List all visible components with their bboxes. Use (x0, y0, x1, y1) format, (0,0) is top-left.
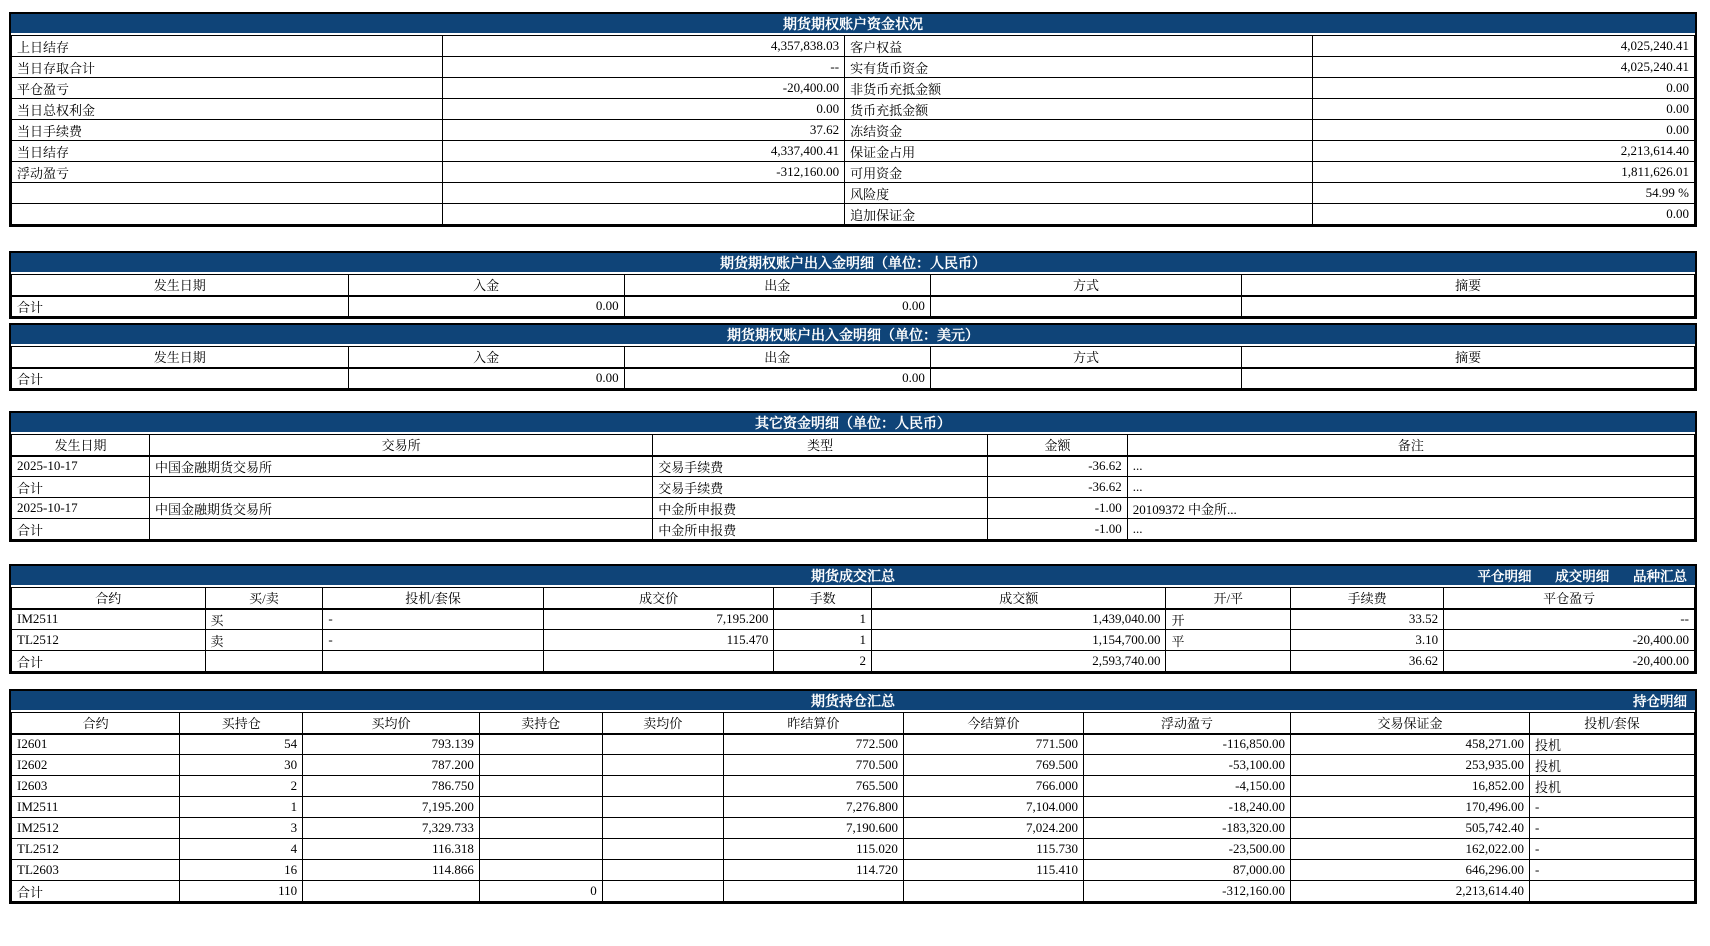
cell-spec-hedge: - (1530, 839, 1695, 860)
trade-summary-header-row (12, 588, 1695, 609)
cell-close-pl: -20,400.00 (1444, 630, 1695, 651)
col-header-buysell: 买/卖 (205, 588, 323, 609)
cell-short-position (479, 734, 602, 755)
position-summary-row (12, 818, 1695, 839)
cell-fee: 33.52 (1291, 609, 1444, 630)
cell-spec-hedge: - (323, 630, 543, 651)
cell-openclose (1166, 651, 1291, 672)
cell-float-pl: -23,500.00 (1084, 839, 1291, 860)
fund-value-left: 37.62 (442, 120, 844, 141)
cell-spec-hedge: - (1530, 818, 1695, 839)
col-header-fee: 手续费 (1291, 588, 1444, 609)
cell-prev-settle: 770.500 (723, 755, 903, 776)
cell-prev-settle: 7,276.800 (723, 797, 903, 818)
position-summary-row (12, 755, 1695, 776)
trade-summary-links (1457, 566, 1687, 587)
cell-long-position: 2 (180, 776, 303, 797)
transfer-cny-header-row (12, 275, 1695, 296)
trade-summary-section (9, 564, 1697, 674)
col-header-margin: 交易保证金 (1291, 713, 1530, 734)
fund-status-title: 期货期权账户资金状况 (783, 16, 923, 32)
col-header-close-pl: 平仓盈亏 (1444, 588, 1695, 609)
cell-close-pl: -20,400.00 (1444, 651, 1695, 672)
cell-margin: 170,496.00 (1291, 797, 1530, 818)
cell-withdraw: 0.00 (624, 296, 930, 317)
cell-type: 中金所申报费 (653, 519, 988, 540)
transfer-usd-header-row (12, 347, 1695, 368)
cell-long-avg-price: 116.318 (303, 839, 480, 860)
cell-method (930, 368, 1241, 389)
cell-date: 合计 (12, 477, 150, 498)
close-position-detail-link[interactable]: 平仓明细 (1477, 569, 1532, 584)
cell-price (543, 651, 774, 672)
cell-contract: IM2511 (12, 797, 180, 818)
col-header-exchange: 交易所 (150, 435, 653, 456)
other-funds-header-row (12, 435, 1695, 456)
cell-contract: IM2511 (12, 609, 206, 630)
fund-label-left: 当日存取合计 (12, 57, 443, 78)
fund-label-left (12, 204, 443, 225)
fund-status-row (12, 78, 1695, 99)
cell-float-pl: 87,000.00 (1084, 860, 1291, 881)
cell-spec-hedge: 投机 (1530, 734, 1695, 755)
position-summary-title-bar (11, 691, 1695, 712)
cell-openclose: 平 (1166, 630, 1291, 651)
cell-long-avg-price (303, 881, 480, 902)
fund-value-left: 0.00 (442, 99, 844, 120)
other-funds-title-bar (11, 413, 1695, 434)
position-summary-row (12, 860, 1695, 881)
cell-prev-settle: 115.020 (723, 839, 903, 860)
trade-summary-table (11, 587, 1695, 672)
cell-short-avg-price (602, 797, 723, 818)
cell-buysell (205, 651, 323, 672)
transfer-usd-title: 期货期权账户出入金明细（单位：美元） (727, 327, 979, 343)
col-header-short-avg-price: 卖均价 (602, 713, 723, 734)
trade-summary-row (12, 630, 1695, 651)
cell-long-position: 110 (180, 881, 303, 902)
col-header-date: 发生日期 (12, 275, 349, 296)
cell-today-settle: 115.730 (903, 839, 1083, 860)
position-summary-title: 期货持仓汇总 (811, 693, 895, 709)
cell-spec-hedge: - (1530, 860, 1695, 881)
cell-long-avg-price: 7,195.200 (303, 797, 480, 818)
cell-long-position: 4 (180, 839, 303, 860)
fund-status-row (12, 162, 1695, 183)
col-header-prev-settle: 昨结算价 (723, 713, 903, 734)
cell-type: 交易手续费 (653, 456, 988, 477)
other-funds-table (11, 434, 1695, 540)
fund-label-right: 风险度 (845, 183, 1313, 204)
cell-lots: 2 (774, 651, 872, 672)
cell-remark: ... (1127, 477, 1694, 498)
cell-margin: 253,935.00 (1291, 755, 1530, 776)
fund-label-left: 上日结存 (12, 36, 443, 57)
transfer-cny-section (9, 251, 1697, 319)
cell-float-pl: -53,100.00 (1084, 755, 1291, 776)
fund-value-right: 0.00 (1312, 99, 1694, 120)
cell-long-position: 54 (180, 734, 303, 755)
cell-float-pl: -116,850.00 (1084, 734, 1291, 755)
cell-deposit: 0.00 (348, 296, 624, 317)
cell-turnover: 1,439,040.00 (871, 609, 1166, 630)
cell-long-position: 1 (180, 797, 303, 818)
cell-short-position: 0 (479, 881, 602, 902)
cell-long-avg-price: 787.200 (303, 755, 480, 776)
cell-turnover: 2,593,740.00 (871, 651, 1166, 672)
cell-fee: 36.62 (1291, 651, 1444, 672)
fund-status-row (12, 183, 1695, 204)
cell-short-avg-price (602, 881, 723, 902)
fund-status-section (9, 12, 1697, 227)
trade-summary-row (12, 609, 1695, 630)
col-header-deposit: 入金 (348, 275, 624, 296)
cell-margin: 458,271.00 (1291, 734, 1530, 755)
col-header-spec-hedge: 投机/套保 (323, 588, 543, 609)
cell-spec-hedge (323, 651, 543, 672)
cell-turnover: 1,154,700.00 (871, 630, 1166, 651)
cell-contract: TL2512 (12, 839, 180, 860)
cell-contract: I2601 (12, 734, 180, 755)
col-header-method: 方式 (930, 275, 1241, 296)
fund-label-right: 可用资金 (845, 162, 1313, 183)
cell-short-avg-price (602, 755, 723, 776)
cell-today-settle: 7,104.000 (903, 797, 1083, 818)
cell-today-settle (903, 881, 1083, 902)
fund-value-left: 4,337,400.41 (442, 141, 844, 162)
fund-status-table (11, 35, 1695, 225)
col-header-turnover: 成交额 (871, 588, 1166, 609)
position-summary-header-row (12, 713, 1695, 734)
fund-label-right: 实有货币资金 (845, 57, 1313, 78)
cell-buysell: 卖 (205, 630, 323, 651)
fund-label-right: 追加保证金 (845, 204, 1313, 225)
cell-margin: 646,296.00 (1291, 860, 1530, 881)
fund-value-left: 4,357,838.03 (442, 36, 844, 57)
col-header-lots: 手数 (774, 588, 872, 609)
col-header-price: 成交价 (543, 588, 774, 609)
fund-label-left (12, 183, 443, 204)
col-header-note: 摘要 (1242, 275, 1695, 296)
col-header-long-avg-price: 买均价 (303, 713, 480, 734)
col-header-withdraw: 出金 (624, 347, 930, 368)
cell-date: 合计 (12, 368, 349, 389)
fund-value-left: -20,400.00 (442, 78, 844, 99)
cell-prev-settle: 114.720 (723, 860, 903, 881)
fund-value-right: 4,025,240.41 (1312, 36, 1694, 57)
cell-contract: 合计 (12, 651, 206, 672)
fund-label-left: 当日总权利金 (12, 99, 443, 120)
cell-today-settle: 115.410 (903, 860, 1083, 881)
cell-exchange (150, 519, 653, 540)
col-header-contract: 合约 (12, 588, 206, 609)
col-header-deposit: 入金 (348, 347, 624, 368)
transfer-row (12, 368, 1695, 389)
cell-contract: I2602 (12, 755, 180, 776)
cell-close-pl: -- (1444, 609, 1695, 630)
cell-type: 交易手续费 (653, 477, 988, 498)
cell-short-avg-price (602, 839, 723, 860)
cell-withdraw: 0.00 (624, 368, 930, 389)
col-header-today-settle: 今结算价 (903, 713, 1083, 734)
cell-today-settle: 771.500 (903, 734, 1083, 755)
col-header-contract: 合约 (12, 713, 180, 734)
transfer-row (12, 296, 1695, 317)
fund-value-right: 4,025,240.41 (1312, 57, 1694, 78)
cell-prev-settle (723, 881, 903, 902)
fund-label-left: 当日手续费 (12, 120, 443, 141)
cell-long-avg-price: 114.866 (303, 860, 480, 881)
fund-label-left: 平仓盈亏 (12, 78, 443, 99)
col-header-short-position: 卖持仓 (479, 713, 602, 734)
cell-deposit: 0.00 (348, 368, 624, 389)
cell-prev-settle: 7,190.600 (723, 818, 903, 839)
other-funds-title: 其它资金明细（单位：人民币） (755, 415, 951, 431)
trade-detail-link[interactable]: 成交明细 (1555, 569, 1610, 584)
position-summary-row (12, 839, 1695, 860)
fund-value-left (442, 204, 844, 225)
cell-long-position: 3 (180, 818, 303, 839)
cell-contract: IM2512 (12, 818, 180, 839)
cell-prev-settle: 772.500 (723, 734, 903, 755)
fund-label-left: 浮动盈亏 (12, 162, 443, 183)
cell-lots: 1 (774, 609, 872, 630)
cell-amount: -36.62 (988, 456, 1128, 477)
position-detail-link[interactable]: 持仓明细 (1633, 694, 1687, 709)
col-header-method: 方式 (930, 347, 1241, 368)
fund-label-right: 冻结资金 (845, 120, 1313, 141)
cell-short-avg-price (602, 860, 723, 881)
cell-long-avg-price: 7,329.733 (303, 818, 480, 839)
cell-short-position (479, 776, 602, 797)
cell-contract: TL2603 (12, 860, 180, 881)
fund-value-right: 0.00 (1312, 78, 1694, 99)
cell-remark: ... (1127, 519, 1694, 540)
cell-long-avg-price: 786.750 (303, 776, 480, 797)
col-header-type: 类型 (653, 435, 988, 456)
cell-today-settle: 7,024.200 (903, 818, 1083, 839)
cell-remark: 20109372 中金所... (1127, 498, 1694, 519)
cell-prev-settle: 765.500 (723, 776, 903, 797)
trade-summary-title-bar (11, 566, 1695, 587)
col-header-openclose: 开/平 (1166, 588, 1291, 609)
cell-today-settle: 766.000 (903, 776, 1083, 797)
cell-float-pl: -183,320.00 (1084, 818, 1291, 839)
cell-date: 合计 (12, 519, 150, 540)
fund-value-right: 0.00 (1312, 204, 1694, 225)
cell-long-position: 16 (180, 860, 303, 881)
cell-short-avg-price (602, 818, 723, 839)
cell-exchange: 中国金融期货交易所 (150, 456, 653, 477)
cell-type: 中金所申报费 (653, 498, 988, 519)
transfer-usd-title-bar (11, 325, 1695, 346)
cell-margin: 505,742.40 (1291, 818, 1530, 839)
fund-label-right: 客户权益 (845, 36, 1313, 57)
other-funds-row (12, 519, 1695, 540)
cell-long-avg-price: 793.139 (303, 734, 480, 755)
col-header-withdraw: 出金 (624, 275, 930, 296)
fund-status-title-bar (11, 14, 1695, 35)
cell-exchange: 中国金融期货交易所 (150, 498, 653, 519)
other-funds-row (12, 477, 1695, 498)
col-header-note: 摘要 (1242, 347, 1695, 368)
position-summary-section (9, 689, 1697, 904)
cell-note (1242, 368, 1695, 389)
cell-short-position (479, 860, 602, 881)
position-summary-links (1613, 691, 1687, 712)
transfer-usd-section (9, 323, 1697, 391)
cell-contract: 合计 (12, 881, 180, 902)
fund-label-right: 非货币充抵金额 (845, 78, 1313, 99)
cell-buysell: 买 (205, 609, 323, 630)
fund-status-row (12, 204, 1695, 225)
fund-value-left (442, 183, 844, 204)
cell-exchange (150, 477, 653, 498)
cell-spec-hedge: - (323, 609, 543, 630)
cell-contract: I2603 (12, 776, 180, 797)
transfer-cny-table (11, 274, 1695, 317)
cell-fee: 3.10 (1291, 630, 1444, 651)
position-summary-row (12, 734, 1695, 755)
cell-margin: 2,213,614.40 (1291, 881, 1530, 902)
cell-contract: TL2512 (12, 630, 206, 651)
transfer-cny-title-bar (11, 253, 1695, 274)
cell-note (1242, 296, 1695, 317)
cell-margin: 162,022.00 (1291, 839, 1530, 860)
cell-short-position (479, 839, 602, 860)
other-funds-row (12, 456, 1695, 477)
cell-short-position (479, 797, 602, 818)
fund-label-right: 保证金占用 (845, 141, 1313, 162)
cell-date: 合计 (12, 296, 349, 317)
cell-short-avg-price (602, 776, 723, 797)
cell-spec-hedge: 投机 (1530, 755, 1695, 776)
cell-price: 115.470 (543, 630, 774, 651)
trade-summary-title: 期货成交汇总 (811, 568, 895, 584)
cell-spec-hedge: 投机 (1530, 776, 1695, 797)
other-funds-row (12, 498, 1695, 519)
col-header-long-position: 买持仓 (180, 713, 303, 734)
cell-method (930, 296, 1241, 317)
fund-label-left: 当日结存 (12, 141, 443, 162)
col-header-date: 发生日期 (12, 347, 349, 368)
col-header-float-pl: 浮动盈亏 (1084, 713, 1291, 734)
fund-value-left: -312,160.00 (442, 162, 844, 183)
fund-value-right: 1,811,626.01 (1312, 162, 1694, 183)
col-header-remark: 备注 (1127, 435, 1694, 456)
position-summary-row (12, 797, 1695, 818)
statement-page (9, 12, 1697, 904)
fund-status-row (12, 120, 1695, 141)
cell-float-pl: -312,160.00 (1084, 881, 1291, 902)
cell-lots: 1 (774, 630, 872, 651)
cell-short-position (479, 818, 602, 839)
cell-amount: -1.00 (988, 498, 1128, 519)
position-summary-row (12, 776, 1695, 797)
other-funds-section (9, 411, 1697, 542)
cell-price: 7,195.200 (543, 609, 774, 630)
col-header-date: 发生日期 (12, 435, 150, 456)
transfer-cny-title: 期货期权账户出入金明细（单位：人民币） (720, 255, 986, 271)
cell-remark: ... (1127, 456, 1694, 477)
cell-spec-hedge (1530, 881, 1695, 902)
fund-status-row (12, 36, 1695, 57)
fund-value-right: 54.99 % (1312, 183, 1694, 204)
fund-label-right: 货币充抵金额 (845, 99, 1313, 120)
cell-amount: -1.00 (988, 519, 1128, 540)
col-header-amount: 金额 (988, 435, 1128, 456)
cell-today-settle: 769.500 (903, 755, 1083, 776)
transfer-usd-table (11, 346, 1695, 389)
product-summary-link[interactable]: 品种汇总 (1633, 569, 1687, 584)
position-summary-table (11, 712, 1695, 902)
fund-value-left: -- (442, 57, 844, 78)
cell-openclose: 开 (1166, 609, 1291, 630)
cell-date: 2025-10-17 (12, 498, 150, 519)
cell-float-pl: -18,240.00 (1084, 797, 1291, 818)
position-summary-row (12, 881, 1695, 902)
col-header-spec-hedge: 投机/套保 (1530, 713, 1695, 734)
cell-short-position (479, 755, 602, 776)
fund-value-right: 2,213,614.40 (1312, 141, 1694, 162)
cell-float-pl: -4,150.00 (1084, 776, 1291, 797)
cell-short-avg-price (602, 734, 723, 755)
cell-amount: -36.62 (988, 477, 1128, 498)
fund-status-row (12, 141, 1695, 162)
fund-status-row (12, 99, 1695, 120)
cell-long-position: 30 (180, 755, 303, 776)
cell-margin: 16,852.00 (1291, 776, 1530, 797)
cell-spec-hedge: - (1530, 797, 1695, 818)
fund-value-right: 0.00 (1312, 120, 1694, 141)
fund-status-row (12, 57, 1695, 78)
trade-summary-row (12, 651, 1695, 672)
cell-date: 2025-10-17 (12, 456, 150, 477)
